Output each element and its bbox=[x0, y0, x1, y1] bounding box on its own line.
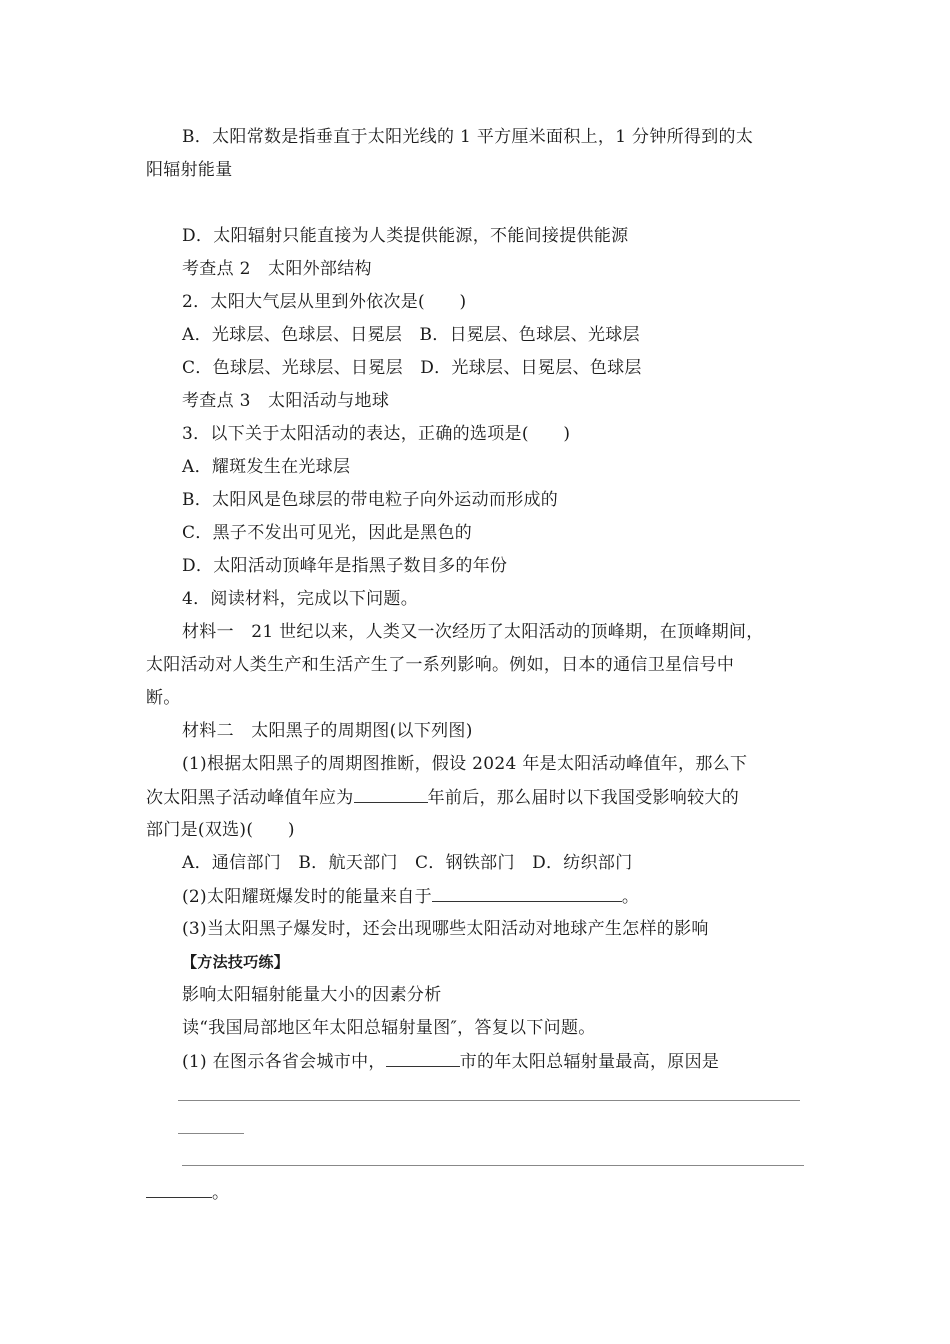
answer-blank-year[interactable] bbox=[354, 786, 428, 803]
answer-line-2-continued[interactable] bbox=[146, 1181, 212, 1198]
q4-sub1-text-after-blank: 年前后，那么届时以下我国受影响较大的 bbox=[427, 788, 740, 808]
material1-line3: 断。 bbox=[146, 688, 181, 708]
method-heading: 【方法技巧练】 bbox=[182, 953, 290, 971]
q3-option-c: C．黑子不发出可见光，因此是黑色的 bbox=[182, 523, 473, 543]
q4-sub1-options: A．通信部门 B．航天部门 C．钢铁部门 D．纺织部门 bbox=[182, 853, 633, 873]
answer-line-2[interactable] bbox=[182, 1165, 804, 1166]
method-q1 bbox=[182, 1050, 719, 1073]
q4-sub2 bbox=[182, 885, 639, 908]
method-intro: 读“我国局部地区年太阳总辐射量图″，答复以下问题。 bbox=[182, 1018, 596, 1038]
q4-sub1-text-before-blank: 次太阳黑子活动峰值年应为 bbox=[146, 788, 354, 808]
q1-option-b-line1: B．太阳常数是指垂直于太阳光线的 1 平方厘米面积上，1 分钟所得到的太 bbox=[182, 127, 754, 147]
q4-sub1-line2 bbox=[146, 786, 739, 809]
material1-line1: 材料一 21 世纪以来，人类又一次经历了太阳活动的顶峰期，在顶峰期间， bbox=[182, 622, 764, 642]
q1-option-b-line2: 阳辐射能量 bbox=[146, 160, 233, 180]
material2: 材料二 太阳黑子的周期图(以下列图) bbox=[182, 721, 473, 741]
point3-title: 考查点 3 太阳活动与地球 bbox=[182, 391, 390, 411]
q4-question: 4．阅读材料，完成以下问题。 bbox=[182, 589, 419, 609]
q2-options-ab: A．光球层、色球层、日冕层 B．日冕层、色球层、光球层 bbox=[182, 325, 640, 345]
q4-sub2-text: (2)太阳耀斑爆发时的能量来自于 bbox=[182, 887, 432, 907]
q4-sub2-end: 。 bbox=[621, 887, 640, 907]
q3-option-a: A．耀斑发生在光球层 bbox=[182, 457, 351, 477]
answer-blank-energy-source[interactable] bbox=[432, 885, 622, 902]
q4-sub3: (3)当太阳黑子爆发时，还会出现哪些太阳活动对地球产生怎样的影响 bbox=[182, 919, 709, 939]
method-q1-text-after: 市的年太阳总辐射量最高，原因是 bbox=[459, 1052, 720, 1072]
answer-line-1-continued[interactable] bbox=[178, 1133, 244, 1134]
q1-option-d: D．太阳辐射只能直接为人类提供能源，不能间接提供能源 bbox=[182, 226, 629, 246]
method-title: 影响太阳辐射能量大小的因素分析 bbox=[182, 985, 442, 1005]
answer-line-1[interactable] bbox=[178, 1100, 800, 1101]
q4-sub1-line1: (1)根据太阳黑子的周期图推断，假设 2024 年是太阳活动峰值年，那么下 bbox=[182, 754, 748, 774]
end-punctuation: 。 bbox=[212, 1183, 230, 1203]
point2-title: 考查点 2 太阳外部结构 bbox=[182, 259, 372, 279]
q2-question: 2．太阳大气层从里到外依次是( ) bbox=[182, 292, 467, 312]
q3-option-d: D．太阳活动顶峰年是指黑子数目多的年份 bbox=[182, 556, 508, 576]
q3-question: 3．以下关于太阳活动的表达，正确的选项是( ) bbox=[182, 424, 571, 444]
answer-blank-city[interactable] bbox=[386, 1050, 460, 1067]
q4-sub1-line3: 部门是(双选)( ) bbox=[146, 820, 295, 840]
method-q1-text-before: (1) 在图示各省会城市中， bbox=[182, 1052, 386, 1072]
material1-line2: 太阳活动对人类生产和生活产生了一系列影响。例如，日本的通信卫星信号中 bbox=[146, 655, 735, 675]
q2-options-cd: C．色球层、光球层、日冕层 D．光球层、日冕层、色球层 bbox=[182, 358, 642, 378]
answer-line-2-end bbox=[146, 1181, 229, 1204]
q3-option-b: B．太阳风是色球层的带电粒子向外运动而形成的 bbox=[182, 490, 559, 510]
